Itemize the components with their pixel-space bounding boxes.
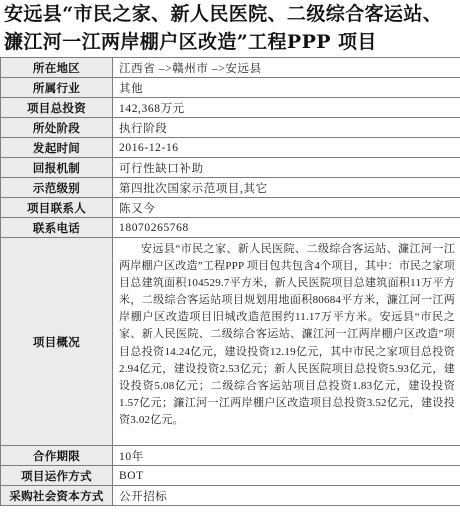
row-label: 所在地区 xyxy=(1,58,113,78)
row-value: BOT xyxy=(113,466,460,486)
table-row-procurement-method xyxy=(1,486,460,506)
row-label: 发起时间 xyxy=(1,138,113,158)
row-value: 江西省 –>赣州市 –>安远县 xyxy=(113,58,460,78)
table-row-launch-date xyxy=(1,138,460,158)
table-row-return-mechanism xyxy=(1,158,460,178)
row-value: 执行阶段 xyxy=(113,118,460,138)
table-row-region xyxy=(1,58,460,78)
row-value: 陈又今 xyxy=(113,198,460,218)
row-value: 10年 xyxy=(113,446,460,466)
row-value: 2016-12-16 xyxy=(113,138,460,158)
table-row-cooperation-period xyxy=(1,446,460,466)
table-row-demo-level xyxy=(1,178,460,198)
row-label: 所处阶段 xyxy=(1,118,113,138)
row-label: 项目总投资 xyxy=(1,98,113,118)
row-label: 项目联系人 xyxy=(1,198,113,218)
table-row-contact-person xyxy=(1,198,460,218)
row-label: 联系电话 xyxy=(1,218,113,238)
row-value: 公开招标 xyxy=(113,486,460,506)
row-label: 采购社会资本方式 xyxy=(1,486,113,506)
row-label: 合作期限 xyxy=(1,446,113,466)
row-label: 项目运作方式 xyxy=(1,466,113,486)
row-value: 可行性缺口补助 xyxy=(113,158,460,178)
row-label: 所属行业 xyxy=(1,78,113,98)
table-row-stage xyxy=(1,118,460,138)
row-label: 项目概况 xyxy=(1,238,113,446)
row-label: 回报机制 xyxy=(1,158,113,178)
row-value: 第四批次国家示范项目,其它 xyxy=(113,178,460,198)
table-row-operation-mode xyxy=(1,466,460,486)
table-row-industry xyxy=(1,78,460,98)
row-value: 142,368万元 xyxy=(113,98,460,118)
document-title: 安远县“市民之家、新人民医院、二级综合客运站、濂江河一江两岸棚户区改造”工程PPP 项目 xyxy=(4,3,443,53)
table-row-overview xyxy=(1,238,460,446)
row-value: 其他 xyxy=(113,78,460,98)
row-value: 18070265768 xyxy=(113,218,460,238)
row-label: 示范级别 xyxy=(1,178,113,198)
overview-text: 安远县“市民之家、新人民医院、二级综合客运站、濂江河一江两岸棚户区改造”工程PPP 项目包共包含4个项目，其中：市民之家项目总建筑面积104529.7平方米，新人民医院项目总建筑面积11万平方米，二级综合客运站项目规划用地面积80684平方米，濂江河一江两岸棚户区改造项目旧城改造范围约11.17万平方米。安远县“市民之家、新人民医院、二级综合客运站、濂江河一江两岸棚户区改造”项目总投资14.24亿元，建设投资12.19亿元，其中市民之家项目总投资2.94亿元，建设投资2.53亿元；新人民医院项目总投资5.93亿元，建设投资5.08亿元；二级综合客运站项目总投资1.83亿元，建设投资1.57亿元；濂江河一江两岸棚户区改造项目总投资3.52亿元，建设投资3.02亿元。 xyxy=(119,243,455,426)
overview-cell xyxy=(113,238,460,446)
project-info-table xyxy=(0,57,460,506)
table-row-phone xyxy=(1,218,460,238)
table-row-total-investment xyxy=(1,98,460,118)
